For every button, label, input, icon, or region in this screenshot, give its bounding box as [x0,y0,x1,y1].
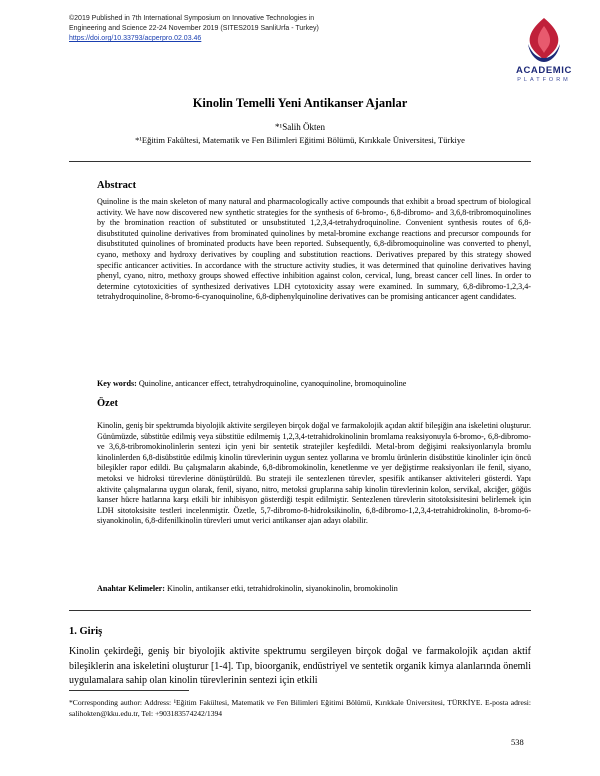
ozet-text: Kinolin, geniş bir spektrumda biyolojik aktivite sergileyen birçok doğal ve farmakolojik açıdan aktif bileşiğin ana iskeletini oluşturur. Günümüzde, sübstitüe edilmiş veya sübstitüe edilmemiş 1,2,3,4-tetrahidrokinolinin bromlama reaksiyonuyla 6-bromo-, 6,8-dibromo- ve 3,6,8-tribromokinolinlerin sentezi için yeni bir sentetik stratejiler keşfedildi. Metal-brom değişimi reaksiyonlarıyla bromlu kinolinlerden 6,8-disübstitüe edilmiş kinolin türevlerinin uygun sentez yollarına ve bromlu ürünlerin disübstitüe kinolinler için öncü bileşikler rapor edildi. Bu çalışmaların akabinde, 6,8-dibromokinolin, kenetlenme ve yer değiştirme reaksiyonları ile fenil, siyano, metoksi ve hidroksi türevlerine dönüştürüldü. Bu strateji ile sentezlenen türevler, spesifik antikanser aktiviteleri gösterdi. Yapı aktivite çalışmalarına uygun olarak, fenil, siyano, nitro, metoksi gruplarına sahip kinolin türevlerinin kolon, servikal, akciğer, göğüs kanser hücre hatlarına karşı etkili bir inhibisyon gösterdiği tespit edilmiştir. Sentezlenen türevlerin sitotoksisitesini belirlemek için LDH sitotoksisite testleri incelenmiştir. Özetle, 5,7-dibromo-8-hidroksikinolin, 6,8-dibromo-1,2,3,4-tetrahidrokinolin, 8-bromo-6-siyanokinolin, 6,8-difenilkinolin türevleri umut verici antikanser ajan adayı olabilir. [97,421,531,526]
logo-sub: PLATFORM [517,77,571,83]
doi-link[interactable]: https://doi.org/10.33793/acperpro.02.03.46 [69,35,202,42]
paper-title: Kinolin Temelli Yeni Antikanser Ajanlar [192,96,408,110]
top-divider [69,161,531,162]
keywords [97,378,531,389]
logo-emblem-icon [504,14,584,66]
anahtar-text: Kinolin, antikanser etki, tetrahidrokinolin, siyanokinolin, bromokinolin [164,584,398,593]
section-giris-text: Kinolin çekirdeği, geniş bir biyolojik aktivite spektrumu sergileyen birçok doğal ve farmakolojik açıdan aktif bileşiklerin ana iskeletini oluşturur [1-4]. Tıp, bioorganik, endüstriyel ve sentetik organik kimya alanlarında önemli uygulamalara sahip olan kinolin türevlerinin sentezi için etkili [69,646,531,686]
logo-name: ACADEMIC [516,65,572,76]
page-number: 538 [511,737,524,747]
footnote-divider [69,690,189,691]
conference-header [69,14,369,44]
keywords-text: Quinoline, anticancer effect, tetrahydroquinoline, cyanoquinoline, bromoquinoline [136,379,407,388]
section-heading-giris: 1. Giriş [69,626,103,637]
academic-platform-logo [504,14,584,98]
author-name: *¹Salih Ökten [275,122,325,132]
header-line-1: ©2019 Published in 7th International Symposium on Innovative Technologies in [69,15,315,22]
author-affiliation: *¹Eğitim Fakültesi, Matematik ve Fen Bilimleri Eğitimi Bölümü, Kırıkkale Üniversitesi, Türkiye [135,135,465,145]
abstract-heading: Abstract [97,180,137,191]
keywords-label: Key words: [97,379,137,388]
anahtar-label: Anahtar Kelimeler: [97,584,165,593]
ozet-heading: Özet [97,398,118,409]
bottom-divider [69,610,531,611]
abstract-text: Quinoline is the main skeleton of many natural and pharmacologically active compounds that exhibit a broad spectrum of biological activity. We have now discovered new synthetic strategies for the synthesis of 6-bromo-, 6,8-dibromo- and 3,6,8-tribromoquinolines by the bromination reaction of substituted or unsubstituted 1,2,3,4-tetrahydroquinoline. Convenient synthesis routes of 6,8-disubstituted quinoline derivatives from brominated quinolines by metal-bromine exchange reactions and precursor compounds for disubstituted quinolines of brominated products have been reported. Subsequently, 6,8-dibromoquinoline was converted to phenyl, cyano, methoxy and hydroxy derivatives by coupling and substitution reactions. Derivatives prepared by this strategy showed specific anticancer activities. In accordance with the structure activity studies, it was determined that quinoline derivatives having phenyl, cyano, nitro, methoxy groups showed effective inhibition against colon, cervical, lung, breast cancer cell lines. In order to determine cytotoxicities of synthesized derivatives LDH cytotoxicity assay were examined. In summary, 6,8-dibromo-1,2,3,4-tetrahydroquinoline, 8-bromo-6-cyanoquinoline, 6,8-diphenylquinoline derivatives can be promising anticancer agent candidates. [97,197,531,302]
anahtar-kelimeler [97,583,531,594]
corresponding-author-footnote: *Corresponding author: Address: ¹Eğitim Fakültesi, Matematik ve Fen Bilimleri Eğitimi Bölümü, Kırıkkale Üniversitesi, TÜRKİYE. E-posta adresi: salihokten@kku.edu.tr, Tel: +903183574242/1394 [69,698,531,718]
header-line-2: Engineering and Science 22-24 November 2019 (SITES2019 SanliUrfa - Turkey) [69,25,319,32]
